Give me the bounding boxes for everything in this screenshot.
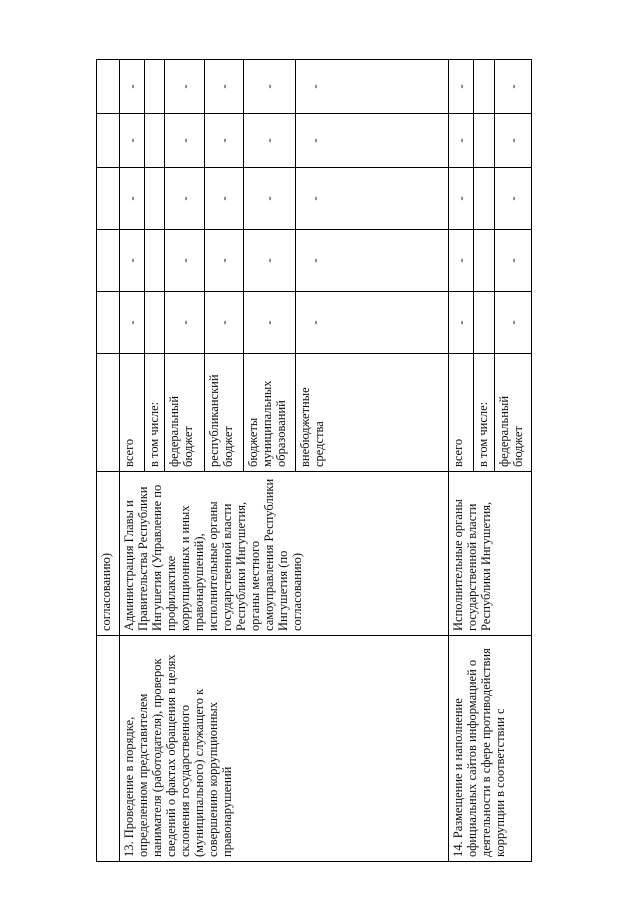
executor-cell: Администрация Главы и Правительства Республики Ингушетия (Управление по профилактике коррупционных и иных правонарушений), исполнительные органы государственной власти Республики Ингушетия, органы местного самоуправления Республики Ингушетия (по согласованию)	[119, 472, 448, 636]
value-cell: -	[295, 230, 448, 292]
value-cell: -	[119, 292, 144, 354]
value-cell: -	[244, 168, 296, 230]
source-cell: всего	[119, 354, 144, 472]
value-cell: -	[119, 60, 144, 114]
value-cell: -	[494, 230, 531, 292]
value-cell: -	[494, 168, 531, 230]
value-cell: -	[165, 60, 204, 114]
value-cell: -	[449, 168, 474, 230]
continuation-cell: согласованию)	[97, 472, 120, 636]
value-cell: -	[494, 114, 531, 168]
value-cell: -	[165, 168, 204, 230]
value-cell: -	[449, 292, 474, 354]
source-cell: всего	[449, 354, 474, 472]
value-cell: -	[244, 230, 296, 292]
source-cell: бюджеты муниципальных образований	[244, 354, 296, 472]
value-cell: -	[449, 230, 474, 292]
value-cell: -	[165, 292, 204, 354]
value-cell: -	[295, 292, 448, 354]
executor-cell: Исполнительные органы государственной власти Республики Ингушетия,	[449, 472, 532, 636]
value-cell: -	[494, 292, 531, 354]
value-cell: -	[165, 230, 204, 292]
value-cell: -	[449, 60, 474, 114]
source-cell: в том числе:	[144, 354, 165, 472]
source-cell: республиканский бюджет	[204, 354, 243, 472]
value-cell: -	[119, 230, 144, 292]
value-cell: -	[165, 114, 204, 168]
value-cell: -	[119, 114, 144, 168]
continuation-row	[97, 60, 120, 862]
value-cell: -	[244, 60, 296, 114]
value-cell: -	[204, 114, 243, 168]
source-cell: внебюджетные средства	[295, 354, 448, 472]
value-cell: -	[204, 292, 243, 354]
table-row	[119, 60, 144, 862]
value-cell: -	[119, 168, 144, 230]
table-rotated-frame	[96, 60, 532, 862]
value-cell: -	[494, 60, 531, 114]
table-row	[449, 60, 474, 862]
source-cell: в том числе:	[473, 354, 494, 472]
value-cell: -	[295, 60, 448, 114]
value-cell: -	[295, 114, 448, 168]
value-cell: -	[295, 168, 448, 230]
task-cell: 13. Проведение в порядке, определенном представителем нанимателя (работодателя), проверок сведений о фактах обращения в целях склонения государственного (муниципального) служащего к совершению коррупционных правонарушений	[119, 636, 448, 862]
program-activities-table	[96, 59, 532, 862]
value-cell: -	[449, 114, 474, 168]
value-cell: -	[204, 230, 243, 292]
value-cell: -	[244, 114, 296, 168]
value-cell: -	[244, 292, 296, 354]
rotated-table-page	[96, 60, 532, 862]
source-cell: федеральный бюджет	[494, 354, 531, 472]
task-cell: 14. Размещение и наполнение официальных сайтов информацией о деятельности в сфере противодействия коррупции в соответствии с	[449, 636, 532, 862]
value-cell: -	[204, 60, 243, 114]
value-cell: -	[204, 168, 243, 230]
source-cell: федеральный бюджет	[165, 354, 204, 472]
